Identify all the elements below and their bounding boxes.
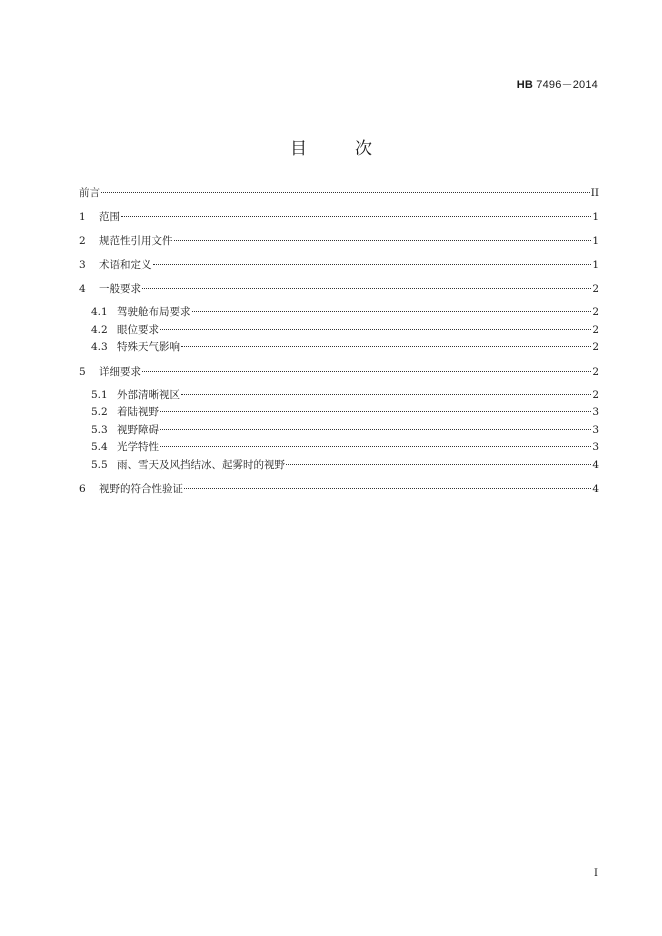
toc-entry-number: 5.2 [91,406,108,418]
toc-entry-number: 6 [79,483,86,495]
toc-entry-5[interactable] [79,363,599,381]
toc-entry-4-1[interactable] [79,304,599,322]
toc-entry-4-3[interactable] [79,339,599,357]
toc-entry-5-5[interactable] [79,457,599,475]
toc-entry-3[interactable] [79,256,599,274]
toc-entry-number: 4.2 [91,323,108,336]
toc-entry-page: 2 [592,323,599,336]
toc-leader-dots [160,410,591,412]
toc-leader-dots [153,263,592,265]
table-of-contents [79,184,599,498]
toc-entry-4[interactable] [79,280,599,298]
toc-entry-6[interactable] [79,480,599,498]
standard-code [517,76,598,92]
toc-entry-label: 着陆视野 [117,406,159,418]
toc-leader-dots [181,345,591,347]
toc-entry-label: 范围 [99,211,120,223]
toc-entry-number: 4.1 [91,306,108,318]
toc-entry-5-4[interactable] [79,439,599,457]
toc-entry-number: 5 [79,365,86,378]
toc-entry-5-3[interactable] [79,422,599,440]
toc-leader-dots [160,328,591,330]
toc-entry-page: 3 [592,406,599,418]
toc-entry-label: 详细要求 [99,365,141,378]
toc-entry-label: 光学特性 [117,441,159,453]
toc-entry-page: 2 [592,388,599,401]
toc-entry-2[interactable] [79,232,599,250]
toc-entry-number: 5.5 [91,458,108,471]
toc-entry-label: 外部清晰视区 [117,388,180,401]
toc-entry-number: 3 [79,259,86,271]
toc-entry-label: 视野的符合性验证 [99,483,183,495]
toc-leader-dots [286,463,591,465]
page-title: 目次 [290,139,420,159]
toc-leader-dots [121,215,591,217]
toc-entry-page: 2 [592,341,599,353]
toc-entry-page: 1 [592,211,599,223]
standard-code-number: 7496－2014 [533,79,598,91]
toc-entry-label: 一般要求 [99,283,141,295]
toc-leader-dots [174,239,592,241]
toc-entry-5-1[interactable] [79,387,599,405]
toc-entry-page: 1 [592,235,599,247]
toc-entry-number: 5.1 [91,388,108,401]
toc-entry-page: 4 [592,483,599,495]
toc-entry-page: 1 [592,259,599,271]
toc-entry-page: 3 [592,423,599,436]
toc-leader-dots [101,191,590,193]
toc-entry-number: 5.3 [91,423,108,436]
toc-entry-number: 5.4 [91,441,108,453]
toc-entry-4-2[interactable] [79,322,599,340]
toc-entry-label: 术语和定义 [99,259,152,271]
footer-page-number: I [594,868,598,879]
toc-entry-page: 2 [592,283,599,295]
toc-entry-1[interactable] [79,208,599,226]
toc-entry-page: 2 [592,365,599,378]
standard-code-prefix: HB [516,79,533,91]
toc-entry-number: 1 [79,211,86,223]
toc-leader-dots [181,393,591,395]
toc-leader-dots [160,428,591,430]
toc-entry-label: 眼位要求 [117,323,159,336]
toc-entry-number: 4.3 [91,341,108,353]
toc-entry-5-2[interactable] [79,404,599,422]
toc-entry-label: 驾驶舱布局要求 [117,306,191,318]
toc-entry-label: 特殊天气影响 [117,341,180,353]
toc-entry-foreword[interactable] [79,184,599,202]
toc-entry-label: 前言 [79,187,100,199]
toc-leader-dots [184,487,591,489]
toc-entry-page: II [590,187,599,199]
toc-entry-label: 规范性引用文件 [99,235,173,247]
toc-entry-page: 2 [592,306,599,318]
toc-leader-dots [192,310,592,312]
toc-entry-page: 4 [592,458,599,471]
toc-entry-number: 4 [79,283,86,295]
toc-entry-label: 雨、雪天及风挡结冰、起雾时的视野 [117,458,285,471]
toc-entry-label: 视野障碍 [117,423,159,436]
toc-leader-dots [142,287,591,289]
toc-entry-page: 3 [592,441,599,453]
toc-entry-number: 2 [79,235,86,247]
toc-leader-dots [142,370,591,372]
toc-leader-dots [160,445,591,447]
